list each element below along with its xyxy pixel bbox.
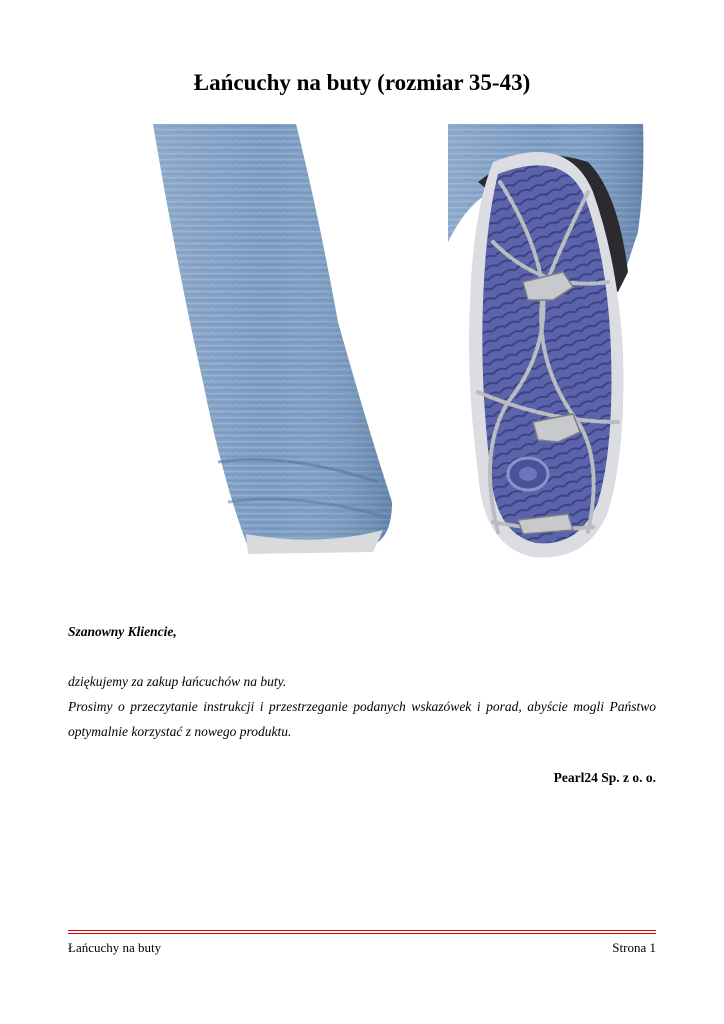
intro-line: Prosimy o przeczytanie instrukcji i przestrzeganie podanych wskazówek i porad, abyście mogli Państwo optymalnie korzystać z nowego produktu. [68, 699, 656, 739]
footer-page-number: Strona 1 [612, 940, 656, 955]
left-leg-image [153, 124, 392, 554]
footer-rule [68, 930, 656, 934]
page-title: Łańcuchy na buty (rozmiar 35-43) [193, 70, 531, 95]
greeting: Szanowny Kliencie, [68, 624, 177, 639]
intro-paragraph [68, 669, 656, 744]
right-leg-image [448, 124, 643, 557]
product-photo [148, 122, 648, 562]
signature: Pearl24 Sp. z o. o. [553, 770, 656, 785]
footer-document-name: Łańcuchy na buty [68, 940, 162, 955]
intro-line: dziękujemy za zakup łańcuchów na buty. [68, 674, 287, 689]
